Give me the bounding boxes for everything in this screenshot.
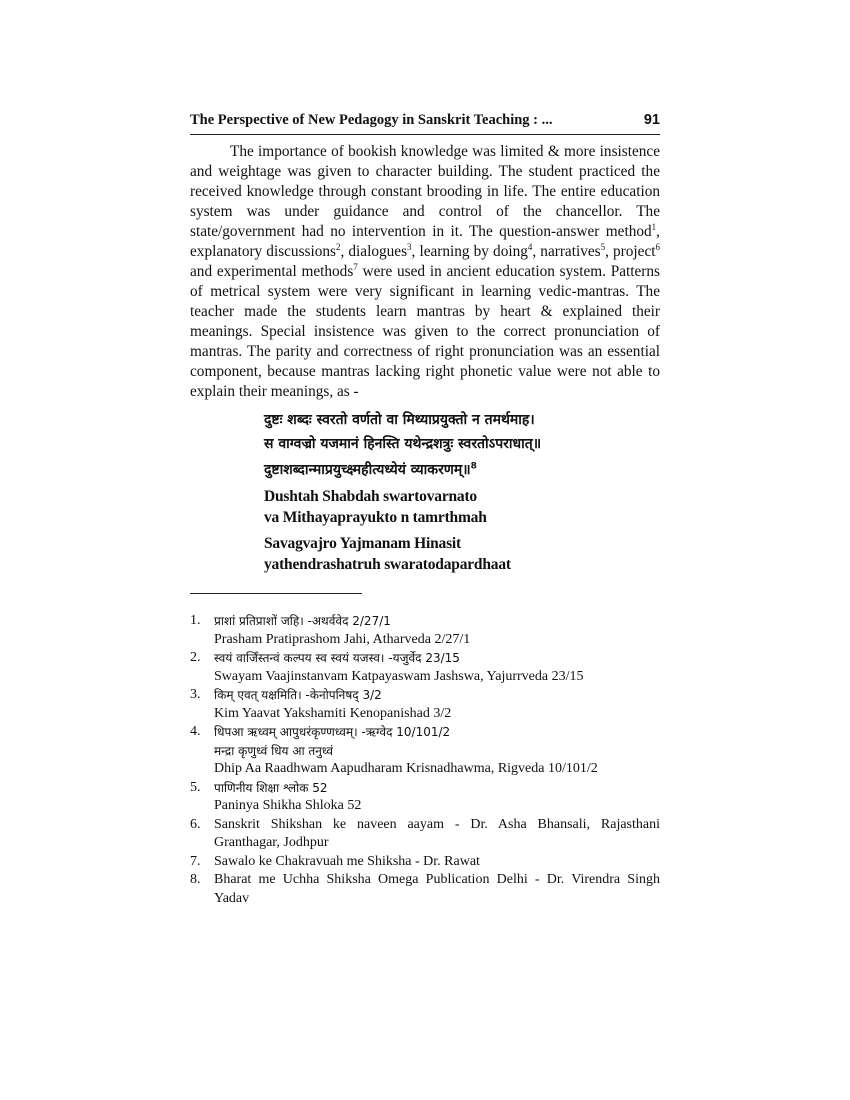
page-content (190, 112, 660, 908)
verse-transliteration: Dushtah Shabdah swartovarnato va Mithayaprayukto n tamrthmah (264, 488, 487, 526)
footnote-ref[interactable]: 7 (353, 261, 358, 272)
footnote-item: 6. Sanskrit Shikshan ke naveen aayam - Dr. Asha Bhansali, Rajasthani Granthagar, Jodhpur (190, 816, 660, 850)
footnote-divider (190, 593, 362, 594)
footnote-ref[interactable]: 8 (470, 461, 477, 472)
verse-transliteration: Savagvajro Yajmanam Hinasit yathendrashatruh swaratodapardhaat (264, 535, 511, 573)
footnotes (190, 612, 660, 908)
footnote-ref[interactable]: 3 (407, 241, 412, 252)
sanskrit-verse (264, 408, 660, 575)
footnote-item: 2. स्वयं वाजिँस्तन्वं कल्पय स्व स्वयं यजस्व। -यजुर्वेद 23/15 Swayam Vaajinstanvam Katpayaswam Jashswa, Yajurrveda 23/15 (190, 650, 584, 684)
page-number: 91 (643, 112, 660, 128)
footnote-item: 7. Sawalo ke Chakravuah me Shiksha - Dr. Rawat (190, 853, 480, 869)
body-paragraph: The importance of bookish knowledge was limited & more insistence and weightage was given to character building. The student practiced the received knowledge through constant brooding in life. The entire education system was under guidance and control of the chancellor. The state/government had no intervention in it. The question-answer method$^1$, explanatory discussions$^2$, dialogues$^3$, learning by doing$^4$, narratives$^5$, project$^6$ and experimental methods$^7$ were used in ancient education system. Patterns of metrical system were very significant in learning vedic-mantras. The teacher made the students learn mantras by heart & explained their meanings. Special insistence was given to the correct pronunciation of mantras. The parity and correctness of right pronunciation was an essential component, because mantras lacking right phonetic value were not able to explain their meanings, as - (190, 143, 660, 400)
footnote-ref[interactable]: 5 (600, 241, 606, 252)
footnote-item: 5. पाणिनीय शिक्षा श्लोक 52 Paninya Shikha Shloka 52 (190, 779, 362, 813)
verse-devanagari-line: स वाग्वज्रो यजमानं हिनस्ति यथेन्द्रशत्रुः स्वरतोऽपराधात्॥ (264, 436, 542, 452)
footnote-ref[interactable]: 4 (527, 241, 533, 252)
verse-devanagari-line: दुष्टाशब्दान्माप्रयुच्क्ष्महीत्यध्येयं व्याकरणम्॥$^8$ (264, 461, 477, 478)
running-header (190, 112, 660, 135)
footnote-item: 4. धिपआ ऋध्वम् आपुधरंकृण्णध्वम्। -ऋग्वेद 10/101/2 मन्द्रा कृणुध्वं धिय आ तनुध्वं Dhip Aa Raadhwam Aapudharam Krisnadhawma, Rigveda 10/101/2 (190, 724, 598, 776)
running-title: The Perspective of New Pedagogy in Sanskrit Teaching : ... (190, 112, 553, 128)
verse-devanagari-line: दुष्टः शब्दः स्वरतो वर्णतो वा मिथ्याप्रयुक्तो न तमर्थमाह। (264, 412, 535, 428)
footnote-ref[interactable]: 2 (336, 241, 341, 252)
footnote-ref[interactable]: 1 (651, 221, 657, 232)
footnote-ref[interactable]: 6 (655, 241, 660, 252)
footnote-item: 1. प्राशां प्रतिप्राशों जहि। -अथर्ववेद 2/27/1 Prasham Pratiprashom Jahi, Atharveda 2/27/1 (190, 613, 471, 647)
footnote-item: 3. किम् एवत् यक्षमिति। -केनोपनिषद् 3/2 Kim Yaavat Yakshamiti Kenopanishad 3/2 (190, 687, 452, 721)
footnote-item: 8. Bharat me Uchha Shiksha Omega Publication Delhi - Dr. Virendra Singh Yadav (190, 872, 660, 906)
